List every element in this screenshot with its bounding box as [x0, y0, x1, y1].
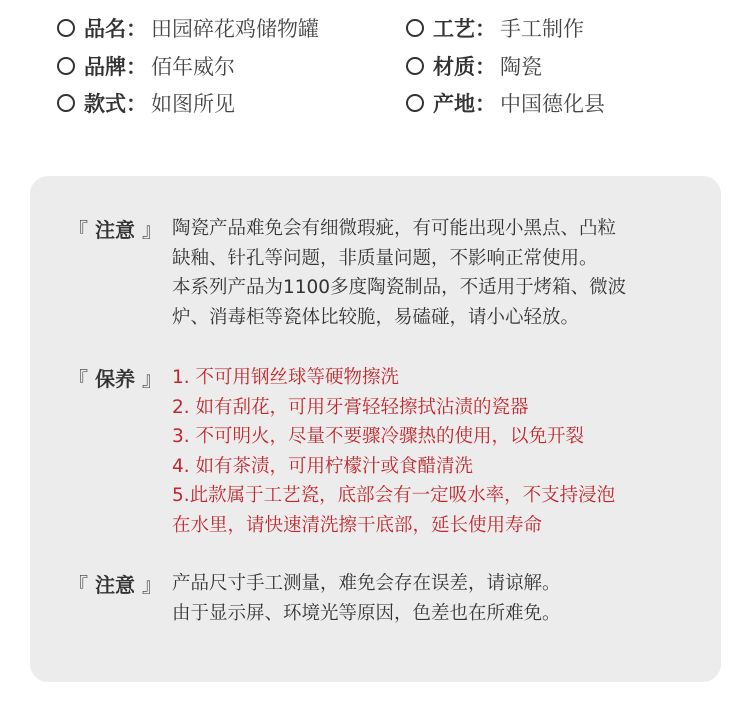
circle-icon [57, 57, 75, 75]
spec-item-style [57, 86, 235, 120]
spec-colon: ： [126, 17, 147, 41]
spec-colon: ： [475, 92, 496, 116]
text-line: 缺釉、针孔等问题，非质量问题，不影响正常使用。 [172, 247, 598, 269]
spec-item-name [57, 11, 319, 45]
bracket-close: 』 [141, 573, 162, 597]
circle-icon [406, 94, 424, 112]
text-line: 5.此款属于工艺瓷，底部会有一定吸水率，不支持浸泡 [172, 485, 616, 506]
spec-colon: ： [475, 55, 496, 79]
spec-value: 田园碎花鸡储物罐 [151, 17, 319, 41]
text-line: 本系列产品为1100多度陶瓷制品，不适用于烤箱、微波 [172, 277, 627, 298]
bracket-open: 『 [68, 367, 88, 391]
section-title [68, 214, 162, 243]
text-line: 1. 不可用钢丝球等硬物擦洗 [172, 367, 400, 388]
section-title-text: 保养 [94, 367, 135, 391]
spec-item-origin [406, 86, 605, 120]
bracket-close: 』 [141, 218, 162, 242]
spec-label: 产地 [433, 92, 475, 116]
bracket-close: 』 [141, 367, 162, 391]
text-line: 2. 如有刮花，可用牙膏轻轻擦拭沾渍的瓷器 [172, 396, 529, 418]
bracket-open: 『 [68, 218, 88, 242]
spec-label: 品牌 [84, 55, 126, 79]
circle-icon [57, 19, 75, 37]
spec-item-material [406, 49, 542, 83]
spec-value: 手工制作 [500, 17, 584, 41]
section-title-text: 注意 [94, 218, 135, 242]
notes-panel [30, 176, 721, 682]
spec-item-brand [57, 49, 235, 83]
spec-colon: ： [126, 92, 147, 116]
section-title [68, 569, 162, 598]
section-title-text: 注意 [94, 573, 135, 597]
spec-value: 陶瓷 [500, 55, 542, 79]
bracket-open: 『 [68, 573, 88, 597]
text-line: 3. 不可明火，尽量不要骤冷骤热的使用，以免开裂 [172, 426, 585, 447]
circle-icon [406, 57, 424, 75]
spec-label: 工艺 [433, 17, 475, 41]
circle-icon [57, 94, 75, 112]
notice-text [172, 214, 692, 332]
text-line: 由于显示屏、环境光等原因，色差也在所难免。 [172, 602, 561, 624]
care-text [172, 363, 692, 540]
text-line: 炉、消毒柜等瓷体比较脆，易磕碰，请小心轻放。 [172, 306, 580, 328]
circle-icon [406, 19, 424, 37]
text-line: 产品尺寸手工测量，难免会存在误差，请谅解。 [172, 573, 561, 594]
text-line: 在水里，请快速清洗擦干底部，延长使用寿命 [172, 514, 543, 536]
spec-item-craft [406, 11, 584, 45]
text-line: 4. 如有茶渍，可用柠檬汁或食醋清洗 [172, 455, 474, 477]
text-line: 陶瓷产品难免会有细微瑕疵，有可能出现小黑点、凸粒 [172, 218, 617, 239]
spec-value: 中国德化县 [500, 92, 605, 116]
section-title [68, 363, 162, 392]
spec-colon: ： [126, 55, 147, 79]
spec-label: 品名 [84, 17, 126, 41]
spec-value: 如图所见 [151, 92, 235, 116]
spec-value: 佰年威尔 [151, 55, 235, 79]
spec-label: 材质 [433, 55, 475, 79]
notice2-text [172, 569, 692, 628]
spec-label: 款式 [84, 92, 126, 116]
spec-colon: ： [475, 17, 496, 41]
